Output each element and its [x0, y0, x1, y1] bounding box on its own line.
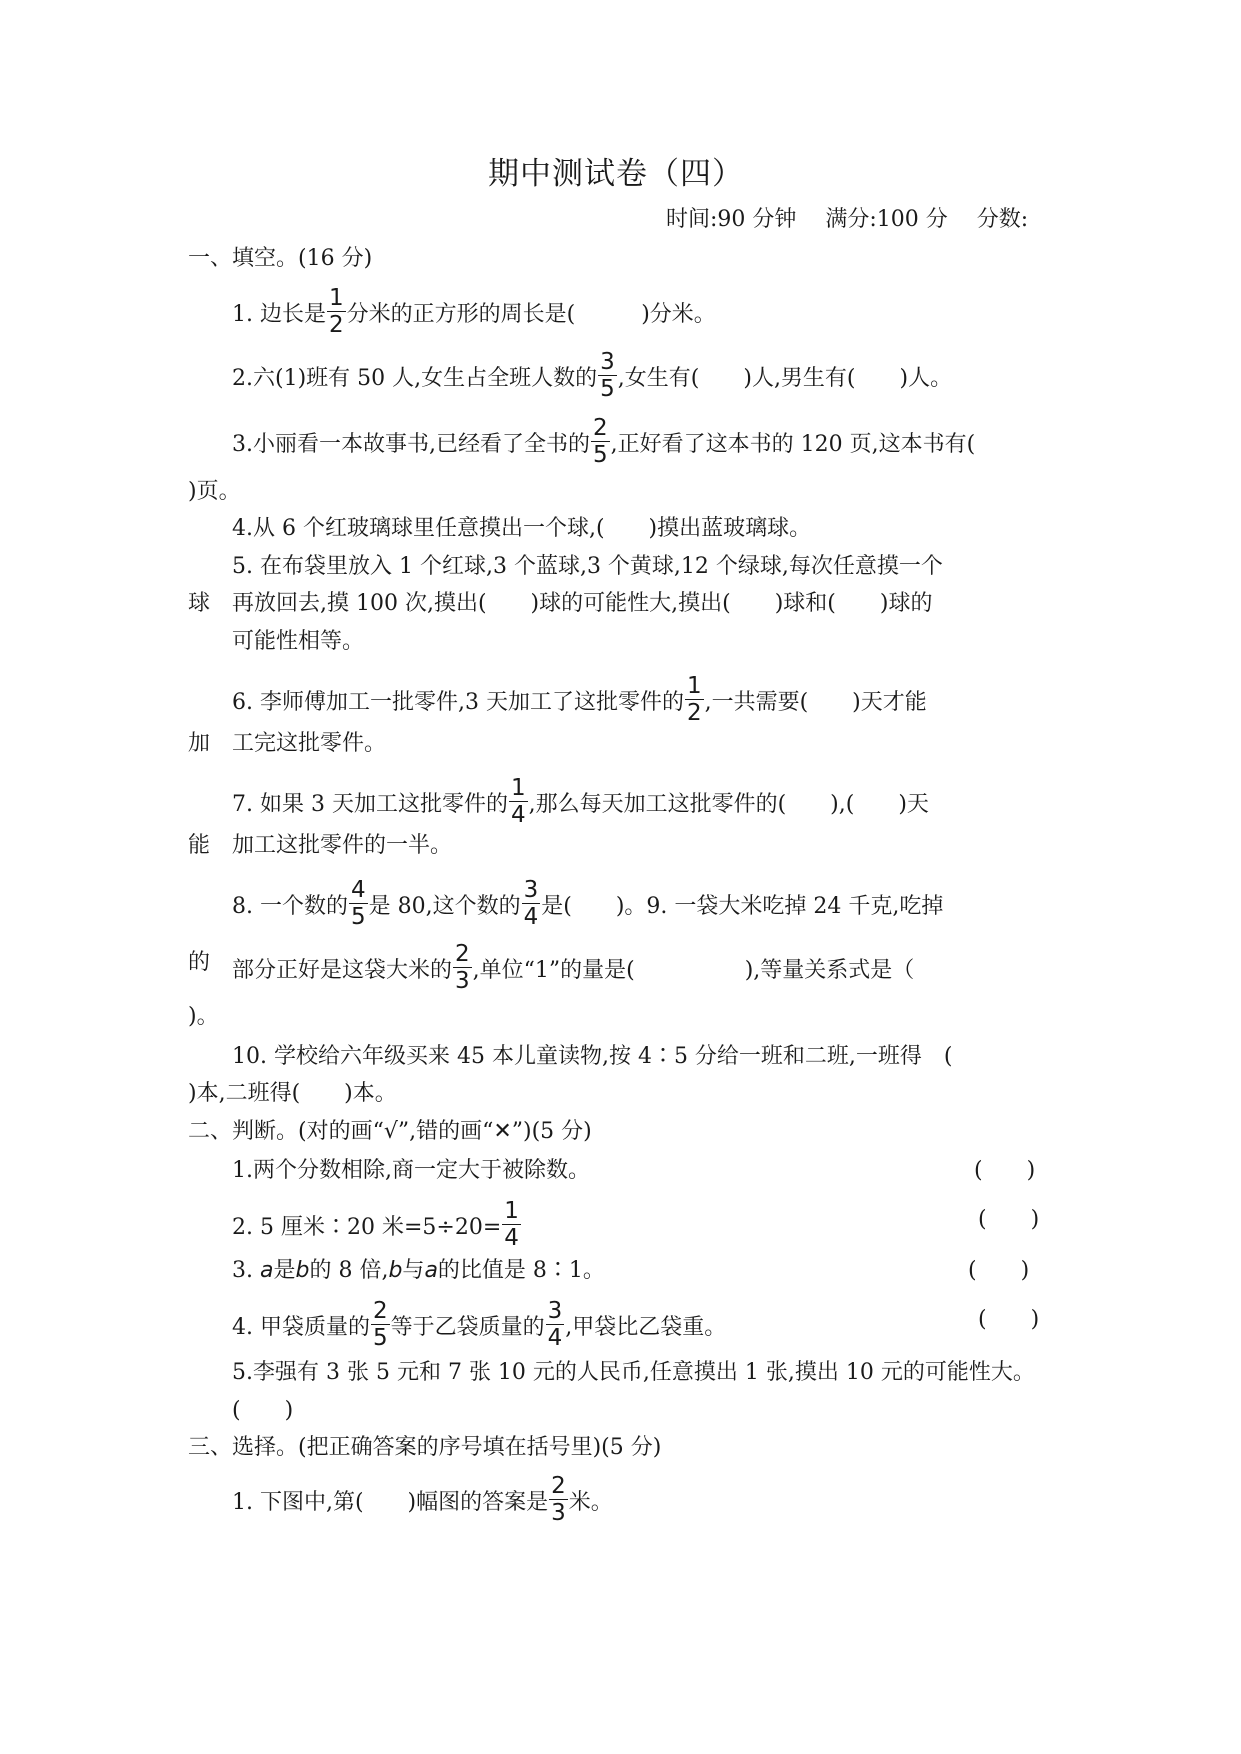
s1-q6-text-a: 6. 李师傅加工一批零件,3 天加工了这批零件的 [232, 690, 684, 715]
s1-q5-line2: 再放回去,摸 100 次,摸出( )球的可能性大,摸出( )球和( )球的 [232, 591, 933, 616]
fraction [546, 1300, 565, 1350]
s3-q1-text-a: 1. 下图中,第( )幅图的答案是 [232, 1490, 549, 1515]
fraction-denominator: 5 [350, 904, 366, 930]
s2-q3-text-c: 的 8 倍, [309, 1258, 389, 1283]
s2-q3-text-b: 是 [273, 1258, 296, 1283]
s2-q2-text-a: 2. 5 厘米∶20 米=5÷20= [232, 1215, 502, 1240]
s3-q1 [232, 1473, 613, 1528]
fraction-denominator: 2 [328, 312, 344, 338]
variable-a: a [260, 1258, 274, 1283]
s1-q9-text-a: 部分正好是这袋大米的 [232, 958, 453, 983]
s1-q6-continuation: 工完这批零件。 [232, 731, 387, 756]
s2-q3-text-d: 与 [402, 1258, 425, 1283]
fraction [598, 351, 617, 401]
s2-q4-text-b: 等于乙袋质量的 [390, 1315, 545, 1340]
fraction [591, 417, 610, 467]
fraction [371, 1300, 390, 1350]
s1-q5-line3: 可能性相等。 [232, 629, 365, 654]
fraction-numerator: 1 [328, 285, 344, 311]
fraction [453, 943, 472, 993]
fraction [522, 879, 541, 929]
fraction [349, 879, 368, 929]
fraction [509, 777, 528, 827]
fraction-numerator: 1 [686, 673, 702, 699]
fraction-denominator: 4 [547, 1325, 563, 1351]
fraction-numerator: 4 [350, 877, 366, 903]
s1-q3-text-a: 3.小丽看一本故事书,已经看了全书的 [232, 432, 590, 457]
s1-q7-text-b: ,那么每天加工这批零件的( ),( )天 [528, 792, 929, 817]
fraction-denominator: 5 [593, 442, 608, 468]
fraction-denominator: 4 [510, 802, 526, 828]
fraction-numerator: 2 [372, 1298, 388, 1324]
fraction-denominator: 4 [523, 904, 539, 930]
page-title: 期中测试卷（四） [488, 156, 744, 192]
s1-q1-text-b: 分米的正方形的周长是( )分米。 [346, 302, 716, 327]
s1-q7 [232, 775, 929, 830]
s1-q7-continuation: 加工这批零件的一半。 [232, 833, 453, 858]
variable-b: b [388, 1258, 403, 1283]
s1-q8-text-c: 是( )。9. 一袋大米吃掉 24 千克,吃掉 [541, 894, 944, 919]
section3-heading: 三、选择。(把正确答案的序号填在括号里)(5 分) [188, 1435, 662, 1460]
s1-q5-line1: 5. 在布袋里放入 1 个红球,3 个蓝球,3 个黄球,12 个绿球,每次任意摸一个 [232, 554, 943, 579]
fraction-numerator: 2 [551, 1473, 566, 1499]
s2-q3-text-a: 3. [232, 1258, 253, 1283]
s1-q7-continuation-prefix: 能 [188, 833, 211, 858]
s1-q6-text-b: ,一共需要( )天才能 [704, 690, 927, 715]
fraction-numerator: 1 [510, 775, 526, 801]
fraction-numerator: 2 [593, 415, 608, 441]
s2-q2 [232, 1198, 522, 1253]
fraction-numerator: 2 [455, 941, 470, 967]
s2-q4-text-a: 4. 甲袋质量的 [232, 1315, 370, 1340]
fraction-denominator: 2 [686, 700, 702, 726]
fraction-denominator: 4 [504, 1225, 519, 1251]
s1-q8-text-b: 是 80,这个数的 [368, 894, 521, 919]
s2-q3-text-e: 的比值是 8∶1。 [437, 1258, 605, 1283]
fraction-denominator: 5 [600, 376, 615, 402]
fraction-numerator: 3 [547, 1298, 563, 1324]
fraction-denominator: 3 [455, 968, 470, 994]
fraction-numerator: 3 [600, 349, 615, 375]
s1-q5-line2-prefix: 球 [188, 591, 211, 616]
s2-q4-text-c: ,甲袋比乙袋重。 [565, 1315, 727, 1340]
s1-q2-text-a: 2.六(1)班有 50 人,女生占全班人数的 [232, 366, 598, 391]
s1-q9-prefix: 的 [188, 950, 211, 975]
s1-q9 [232, 941, 915, 996]
s1-q2 [232, 349, 953, 404]
s2-q1: 1.两个分数相除,商一定大于被除数。 [232, 1158, 590, 1183]
s1-q3-text-b: ,正好看了这本书的 120 页,这本书有( [610, 432, 976, 457]
fraction [549, 1475, 568, 1525]
s1-q8-text-a: 8. 一个数的 [232, 894, 348, 919]
s1-q9-continuation: )。 [188, 1004, 219, 1029]
fraction-denominator: 5 [372, 1325, 388, 1351]
s2-q3 [232, 1254, 605, 1288]
s1-q10-line2: )本,二班得( )本。 [188, 1081, 397, 1106]
exam-meta: 时间:90 分钟 满分:100 分 分数: [666, 207, 1029, 232]
variable-a: a [424, 1258, 438, 1283]
fraction-denominator: 3 [551, 1500, 566, 1526]
s3-q1-text-b: 米。 [568, 1490, 613, 1515]
s1-q2-text-b: ,女生有( )人,男生有( )人。 [617, 366, 953, 391]
section1-heading: 一、填空。(16 分) [188, 246, 373, 271]
s1-q4: 4.从 6 个红玻璃球里任意摸出一个球,( )摸出蓝玻璃球。 [232, 516, 812, 541]
s1-q3 [232, 415, 976, 470]
section2-heading: 二、判断。(对的画“√”,错的画“✕”)(5 分) [188, 1119, 592, 1144]
s2-q4-answer-paren[interactable]: ( ) [978, 1307, 1040, 1332]
s1-q9-text-b: ,单位“1”的量是( ),等量关系式是（ [472, 958, 915, 983]
s1-q6 [232, 673, 927, 728]
fraction-numerator: 3 [523, 877, 539, 903]
s1-q1-text-a: 1. 边长是 [232, 302, 326, 327]
s1-q10-line1: 10. 学校给六年级买来 45 本儿童读物,按 4∶5 分给一班和二班,一班得 ( [232, 1044, 953, 1069]
fraction [327, 287, 346, 337]
s1-q7-text-a: 7. 如果 3 天加工这批零件的 [232, 792, 508, 817]
variable-b: b [295, 1258, 310, 1283]
s2-q3-answer-paren[interactable]: ( ) [968, 1258, 1030, 1283]
s1-q8 [232, 877, 944, 932]
s2-q1-answer-paren[interactable]: ( ) [974, 1158, 1036, 1183]
s2-q4 [232, 1298, 727, 1353]
s1-q6-continuation-prefix: 加 [188, 731, 211, 756]
fraction-numerator: 1 [504, 1198, 519, 1224]
s2-q2-answer-paren[interactable]: ( ) [978, 1207, 1040, 1232]
fraction [502, 1200, 521, 1250]
s2-q5-answer-paren[interactable]: ( ) [232, 1398, 294, 1423]
s1-q1 [232, 285, 716, 340]
s2-q5: 5.李强有 3 张 5 元和 7 张 10 元的人民币,任意摸出 1 张,摸出 10 元的可能性大。 [232, 1360, 1035, 1385]
s1-q3-continuation: )页。 [188, 479, 241, 504]
fraction [685, 675, 704, 725]
